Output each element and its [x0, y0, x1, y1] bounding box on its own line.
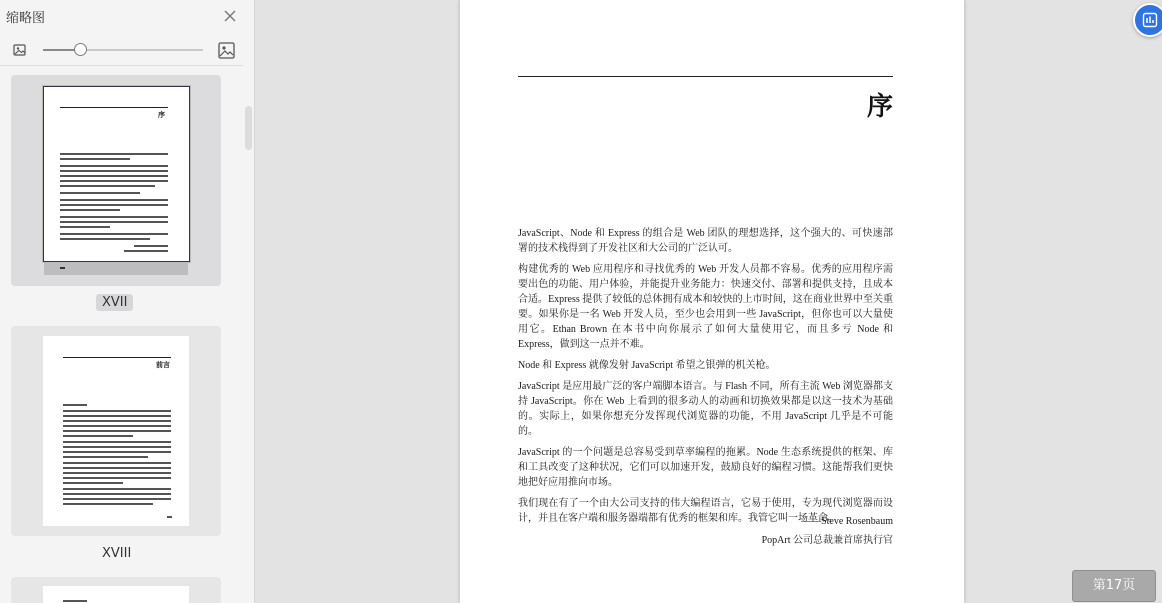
- slider-handle[interactable]: [74, 43, 87, 56]
- thumbnail-preview: [43, 586, 189, 603]
- thumbnail-heading: 前言: [156, 361, 170, 369]
- paragraph: Node 和 Express 就像发射 JavaScript 希望之银弹的机关枪。: [518, 360, 776, 371]
- zoom-out-button[interactable]: [12, 42, 28, 58]
- app-launcher-button[interactable]: [1133, 3, 1162, 37]
- sidebar-title: 缩略图: [6, 11, 46, 26]
- thumbnail-preview: [43, 86, 190, 262]
- sidebar-scrollbar[interactable]: [245, 106, 252, 150]
- page-top-rule: [518, 76, 893, 77]
- thumbnail-size-slider[interactable]: [43, 49, 203, 51]
- document-page: [460, 0, 964, 603]
- document-viewer[interactable]: [255, 0, 1162, 603]
- sidebar-divider: [0, 65, 243, 66]
- image-small-icon: [12, 42, 28, 58]
- page-body: [518, 226, 893, 532]
- thumbnail-page-next[interactable]: [11, 577, 221, 603]
- paragraph: 构建优秀的 Web 应用程序和寻找优秀的 Web 开发人员都不容易。优秀的应用程序需要出色的功能、用户体验，并能提升业务能力：快速交付、部署和提供支持，且成本合适。Express 提供了较低的总体拥有成本和较快的上市时间，这在商业世界中至关重要。如果你是一名 Web 开发人员，至少也会用到一些 JavaScript，但你也可以大量使用它。Ethan Brown 在本书中向你展示了如何大量使用它，而且多亏 Node 和 Express，做到这一点并不难。: [518, 264, 893, 350]
- zoom-in-button[interactable]: [217, 41, 236, 60]
- paragraph: JavaScript 的一个问题是总容易受到草率编程的拖累。Node 生态系统提供的框架、库和工具改变了这种状况，它们可以加速开发，鼓励良好的编程习惯。这能帮我们更快地把好应用推向市场。: [518, 447, 893, 488]
- thumbnail-bottom-strip: [44, 263, 188, 275]
- paragraph: JavaScript 是应用最广泛的客户端脚本语言。与 Flash 不同，所有主流 Web 浏览器都支持 JavaScript。你在 Web 上看到的很多动人的动画和切换效果都是以这一技术为基础的。实际上，如果你想充分发挥现代浏览器的功能，不用 JavaScript 几乎是不可能的。: [518, 381, 893, 437]
- thumbnail-sidebar: [0, 0, 255, 603]
- thumbnail-page-xvii[interactable]: [11, 75, 221, 286]
- paragraph: 我们现在有了一个由大公司支持的伟大编程语言，它易于使用，专为现代浏览器而设计，并且在客户端和服务器端都有优秀的框架和库。我管它叫一场革命。: [518, 498, 893, 524]
- close-icon: [221, 7, 239, 25]
- signature-name: ——Steve Rosenbaum: [801, 516, 893, 527]
- page-heading: 序: [866, 92, 893, 122]
- thumbnail-heading: 序: [158, 111, 165, 119]
- signature-title: PopArt 公司总裁兼首席执行官: [761, 535, 893, 546]
- thumbnail-label: XVIII: [102, 546, 132, 561]
- thumbnail-label: XVII: [96, 294, 133, 311]
- thumbnail-page-xviii[interactable]: [11, 326, 221, 536]
- app-icon: [1142, 12, 1158, 28]
- page-number-indicator: 第17页: [1072, 570, 1156, 602]
- image-large-icon: [217, 41, 236, 60]
- thumbnail-preview: [43, 336, 189, 526]
- close-sidebar-button[interactable]: [221, 7, 239, 25]
- paragraph: JavaScript、Node 和 Express 的组合是 Web 团队的理想选择，这个强大的、可快速部署的技术栈得到了开发社区和大公司的广泛认可。: [518, 228, 893, 254]
